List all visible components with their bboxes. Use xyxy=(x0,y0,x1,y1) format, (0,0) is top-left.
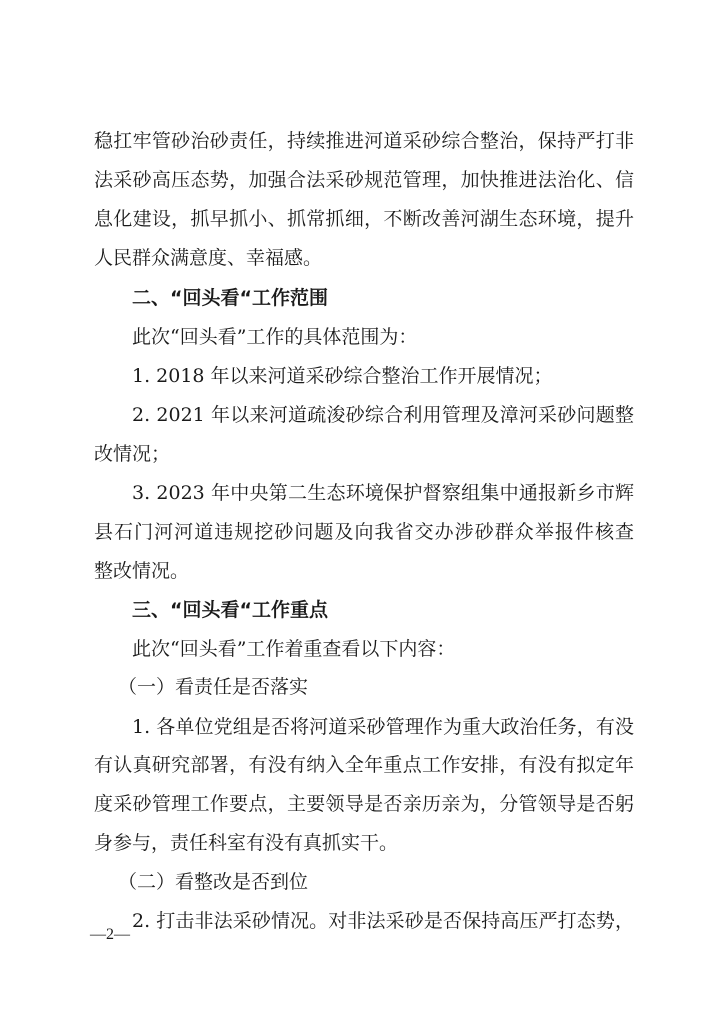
paragraph-line: 身参与，责任科室有没有真抓实干。 xyxy=(94,832,399,854)
paragraph-line: 息化建设，抓早抓小、抓常抓细，不断改善河湖生态环境，提升 xyxy=(94,208,634,230)
paragraph-line: 改情况； xyxy=(94,443,171,465)
paragraph-line: 人民群众满意度、幸福感。 xyxy=(94,247,323,269)
paragraph-line: 度采砂管理工作要点，主要领导是否亲历亲为，分管领导是否躬 xyxy=(94,793,634,815)
paragraph-line: 有认真研究部署，有没有纳入全年重点工作安排，有没有拟定年 xyxy=(94,754,634,776)
paragraph-line: 整改情况。 xyxy=(94,560,190,582)
list-item-1: 1. 各单位党组是否将河道采砂管理作为重大政治任务，有没 xyxy=(132,716,634,738)
paragraph-line: 此次“回头看”工作的具体范围为： xyxy=(132,326,418,348)
paragraph-line: 此次“回头看”工作着重查看以下内容： xyxy=(132,638,456,660)
paragraph-line: 稳扛牢管砂治砂责任，持续推进河道采砂综合整治，保持严打非 xyxy=(94,130,634,152)
section-heading-3: 三、“回头看“工作重点 xyxy=(132,599,328,621)
list-item-2: 2. 打击非法采砂情况。对非法采砂是否保持高压严打态势， xyxy=(132,910,634,932)
list-item-2: 2. 2021 年以来河道疏浚砂综合利用管理及漳河采砂问题整 xyxy=(132,404,634,426)
subsection-heading-1: （一）看责任是否落实 xyxy=(118,676,309,698)
section-heading-2: 二、“回头看“工作范围 xyxy=(132,287,328,309)
page-number: —2— xyxy=(90,926,130,943)
list-item-3: 3. 2023 年中央第二生态环境保护督察组集中通报新乡市辉 xyxy=(132,482,634,504)
paragraph-line: 县石门河河道违规挖砂问题及向我省交办涉砂群众举报件核查 xyxy=(94,521,634,543)
paragraph-line: 法采砂高压态势，加强合法采砂规范管理，加快推进法治化、信 xyxy=(94,169,634,191)
list-item-1: 1. 2018 年以来河道采砂综合整治工作开展情况； xyxy=(132,365,553,387)
subsection-heading-2: （二）看整改是否到位 xyxy=(118,871,309,893)
